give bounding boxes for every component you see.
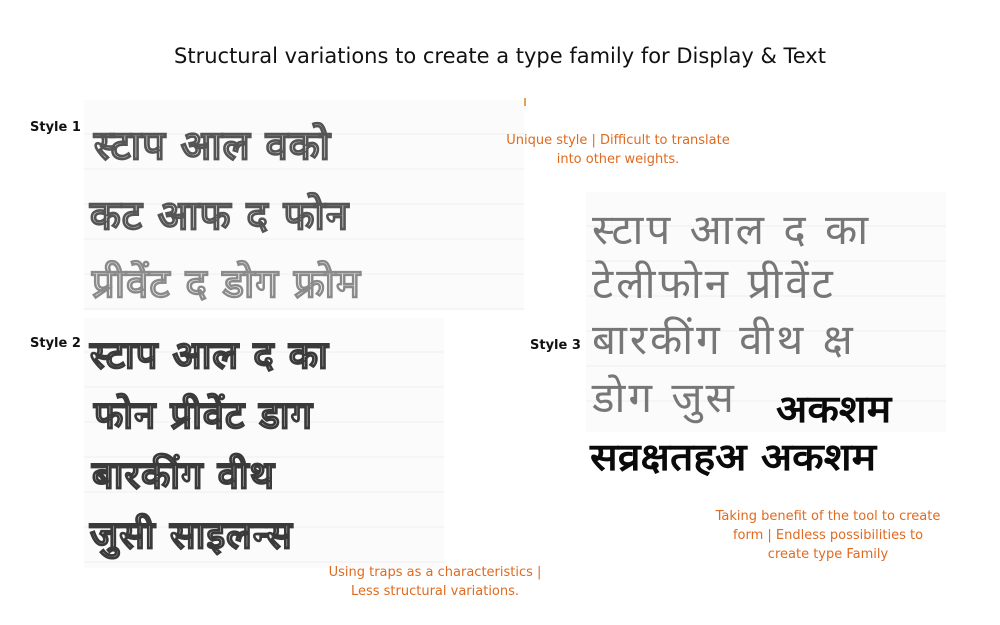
style-2-line-4: जुसी साइलन्स [90, 513, 293, 557]
style-3-line-1: स्टाप आल द का [592, 205, 872, 254]
style-3-sketch [586, 192, 946, 432]
style-3-note [690, 507, 966, 564]
style-2-label: Style 2 [30, 336, 81, 351]
style-3-note-line-1: Taking benefit of the tool to create [715, 509, 941, 524]
style-3-line-3: बारकींग वीथ क्ष [592, 315, 856, 364]
style-1-line-3: प्रीवेंट द डोग फ्रोम [92, 261, 361, 307]
style-2-note-line-2: Less structural variations. [350, 584, 520, 599]
style-1-note-line-1: Unique style | Difficult to translate [506, 133, 730, 148]
page-title: Structural variations to create a type family for Display & Text [174, 44, 826, 68]
style-2-line-3: बारकींग वीथ [92, 453, 275, 497]
style-2-line-2: फोन प्रीवेंट डाग [94, 393, 313, 437]
style-3-ink-line-2: सव्रक्षतहअ अकशम [590, 435, 877, 479]
style-3-line-2: टेलीफोन प्रीवेंट [592, 259, 836, 308]
style-1-line-1: स्टाप आल वको [94, 123, 331, 169]
style-1-note [478, 131, 758, 169]
style-3-note-line-2: form | Endless possibilities to [732, 528, 924, 543]
style-2-note [300, 563, 570, 601]
style-1-sketch [84, 100, 524, 310]
style-1-line-2: कट आफ द फोन [90, 193, 350, 239]
style-2-sketch [84, 318, 444, 568]
style-3-line-4: डोग जुस [592, 373, 737, 422]
style-2-line-1: स्टाप आल द का [90, 333, 329, 377]
style-3-note-line-3: create type Family [767, 547, 889, 562]
style-2-note-line-1: Using traps as a characteristics | [328, 565, 542, 580]
style-1-label: Style 1 [30, 120, 81, 135]
style-3-label: Style 3 [530, 338, 581, 353]
style-3-ink-line-1: अकशम [776, 387, 892, 431]
style-1-note-line-2: into other weights. [556, 152, 680, 167]
pencil-mark [524, 98, 526, 106]
